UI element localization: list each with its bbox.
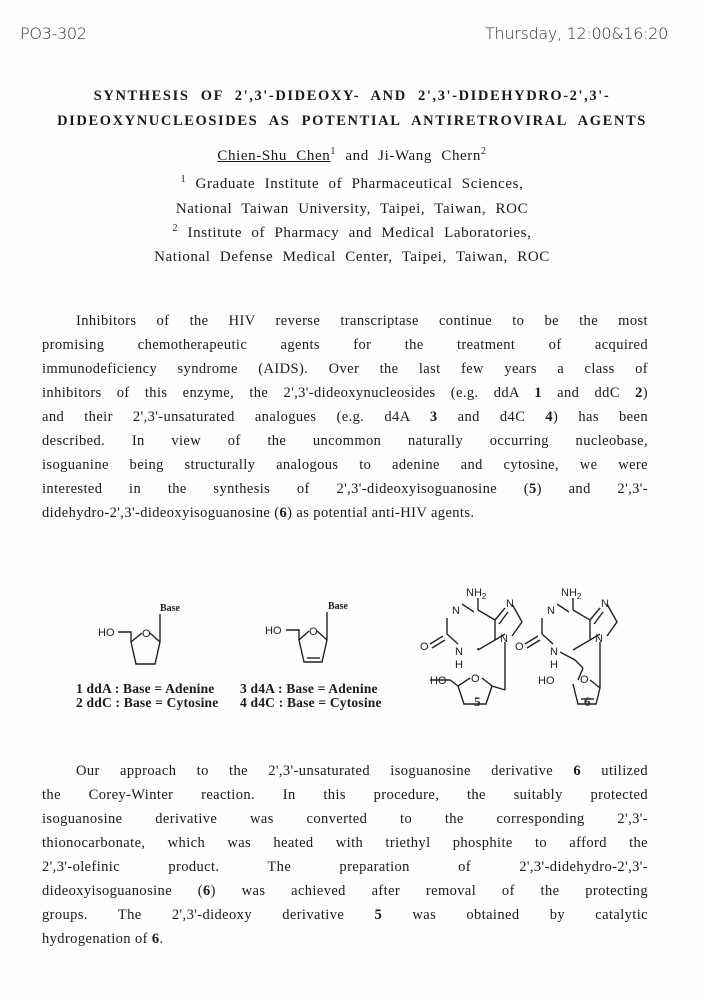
title-line-2: DIDEOXYNUCLEOSIDES AS POTENTIAL ANTIRETROVIRAL AGENTS <box>57 113 647 129</box>
paragraph-line: didehydro-2',3'-dideoxyisoguanosine (6) as potential anti-HIV agents. <box>42 505 475 521</box>
paragraph-line: the Corey-Winter reaction. In this procedure, the suitably protected <box>42 787 648 803</box>
introduction-paragraph <box>42 309 648 525</box>
base-label-1: Base <box>160 603 180 614</box>
affiliation-1-text: Graduate Institute of Pharmaceutical Sciences, <box>195 176 524 192</box>
imidazole-n-5: N <box>506 598 514 610</box>
paragraph-line: dideoxyisoguanosine (6) was achieved after removal of the protecting <box>42 883 648 899</box>
glycosidic-n-6: N <box>595 633 603 645</box>
compound-5-label: 5 <box>474 694 481 709</box>
paragraph-line: Inhibitors of the HIV reverse transcriptase continue to be the most <box>76 313 648 329</box>
author2-affiliation-mark: 2 <box>481 146 487 157</box>
paragraph-line: isoguanosine derivative was converted to the corresponding 2',3'- <box>42 811 648 827</box>
amine-label-5: $NH_2$ <box>466 587 487 601</box>
ring-oxygen-6: O <box>580 674 589 686</box>
dideoxy-sugar-structure <box>118 614 160 664</box>
affiliation-1-mark: 1 <box>180 174 187 185</box>
paragraph-line: and their 2',3'-unsaturated analogues (e.g. d4A 3 and d4C 4) has been <box>42 409 648 425</box>
imidazole-n-6: N <box>601 598 609 610</box>
paragraph-line: promising chemotherapeutic agents for the treatment of acquired <box>42 337 648 353</box>
session-schedule: Thursday, 12:00&16:20 <box>485 24 668 43</box>
carbonyl-oxygen-6: O <box>515 641 524 653</box>
author-connector: and <box>345 148 369 164</box>
title-line-1: SYNTHESIS OF 2',3'-DIDEOXY- AND 2',3'-DIDEHYDRO-2',3'- <box>93 88 611 104</box>
author1-affiliation-mark: 1 <box>330 146 336 157</box>
paragraph-line: inhibitors of this enzyme, the 2',3'-dideoxynucleosides (e.g. ddA 1 and ddC 2) <box>42 385 648 401</box>
nh-nitrogen-6: N <box>550 646 558 658</box>
paragraph-line: groups. The 2',3'-dideoxy derivative 5 was obtained by catalytic <box>42 907 648 923</box>
compound-6-label: 6 <box>584 694 591 709</box>
affiliation-2-line-1 <box>0 225 704 242</box>
paragraph-line: thionocarbonate, which was heated with triethyl phosphite to afford the <box>42 835 648 851</box>
didehydro-sugar-structure <box>286 612 327 662</box>
paragraph-line: 2',3'-olefinic product. The preparation of 2',3'-didehydro-2',3'- <box>42 859 648 875</box>
paragraph-line: hydrogenation of 6. <box>42 931 164 947</box>
affiliation-2-line-2: National Defense Medical Center, Taipei, Taiwan, ROC <box>154 249 550 265</box>
hydroxyl-label-1: HO <box>98 627 115 639</box>
paragraph-line: isoguanine being structurally analogous to adenine and cytosine, we were <box>42 457 648 473</box>
base-label-2: Base <box>328 601 348 612</box>
nitrogen-label-5: N <box>452 605 460 617</box>
affiliation-1-line-2: National Taiwan University, Taipei, Taiwan, ROC <box>175 201 529 217</box>
author-line <box>0 148 704 165</box>
ring-oxygen-1: O <box>142 628 151 640</box>
paragraph-line: interested in the synthesis of 2',3'-dideoxyisoguanosine (5) and 2',3'- <box>42 481 649 497</box>
paragraph-line: Our approach to the 2',3'-unsaturated isoguanosine derivative 6 utilized <box>76 763 648 779</box>
coauthor: Ji-Wang Chern <box>378 148 481 164</box>
carbonyl-oxygen-5: O <box>420 641 429 653</box>
amine-label-6: $NH_2$ <box>561 587 582 601</box>
hydroxyl-label-2: HO <box>265 625 282 637</box>
nh-hydrogen-5: H <box>455 659 463 671</box>
affiliation-1-line-1 <box>0 176 704 193</box>
paragraph-line: immunodeficiency syndrome (AIDS). Over the last few years a class of <box>42 361 648 377</box>
compound-5-structure <box>430 598 522 704</box>
ring-oxygen-5: O <box>471 673 480 685</box>
presenting-author: Chien-Shu Chen <box>217 148 331 164</box>
caption-d4A: 3 d4A : Base = Adenine <box>240 681 378 696</box>
abstract-code: PO3-302 <box>20 24 87 43</box>
nitrogen-label-6: N <box>547 605 555 617</box>
caption-ddC: 2 ddC : Base = Cytosine <box>76 695 219 710</box>
hydroxyl-label-6: HO <box>538 675 555 687</box>
ring-oxygen-2: O <box>309 626 318 638</box>
affiliation-2-mark: 2 <box>172 223 179 234</box>
caption-ddA: 1 ddA : Base = Adenine <box>76 681 215 696</box>
compound-6-structure <box>525 598 617 704</box>
nh-nitrogen-5: N <box>455 646 463 658</box>
glycosidic-n-5: N <box>500 633 508 645</box>
caption-d4C: 4 d4C : Base = Cytosine <box>240 695 382 710</box>
nh-hydrogen-6: H <box>550 659 558 671</box>
approach-paragraph <box>42 759 648 951</box>
hydroxyl-label-5: HO <box>430 675 447 687</box>
paragraph-line: described. In view of the uncommon naturally occurring nucleobase, <box>42 433 648 449</box>
affiliation-2-text: Institute of Pharmacy and Medical Laboratories, <box>187 225 532 241</box>
